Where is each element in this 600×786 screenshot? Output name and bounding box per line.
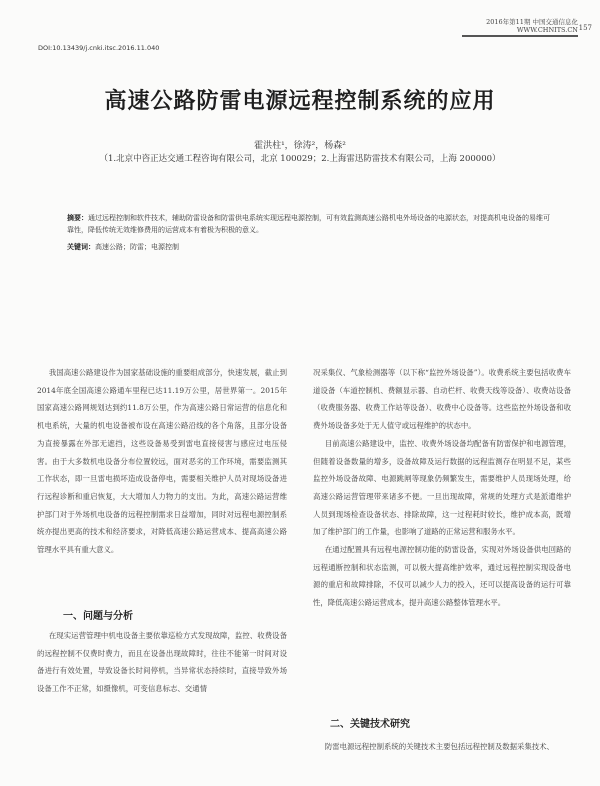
abstract xyxy=(67,212,556,236)
abstract-label: 摘要： xyxy=(67,213,88,222)
affiliation: （1.北京中咨正达交通工程咨询有限公司，北京 100029；2.上海雷迅防雷技术有限公司，上海 200000） xyxy=(99,154,501,164)
left-column-lower xyxy=(37,627,287,698)
keywords xyxy=(67,242,179,252)
doi: DOI:10.13439/j.cnki.itsc.2016.11.040 xyxy=(38,44,160,52)
body-paragraph: 防雷电源远程控制系统的关键技术主要包括远程控制及数据采集技术、 xyxy=(324,742,554,751)
journal-name: 2016年第11期 中国交通信息化 xyxy=(486,18,578,26)
article-title: 高速公路防雷电源远程控制系统的应用 xyxy=(104,89,496,114)
keywords-label: 关键词： xyxy=(67,242,95,251)
body-paragraph: 目前高速公路建设中，监控、收费外场设备均配备有防雷保护和电源管理，但随着设备数量的增多，设备故障及运行数据的远程监测存在明显不足，某些监控外场设备故障、电源跳闸等现象仍频繁发生，需要维护人员现场处理，给高速公路运营管理带来诸多不便。一旦出现故障，常规的处理方式是派遣维护人员到现场检查设备状态、排除故障，这一过程耗时较长，维护成本高，既增加了维护部门的工作量，也影响了道路的正常运营和服务水平。 xyxy=(313,438,571,537)
right-column xyxy=(313,364,571,612)
section-heading: 二、关键技术研究 xyxy=(330,719,410,730)
body-paragraph: 我国高速公路建设作为国家基础设施的重要组成部分，快速发展，截止到2014年底全国高速公路通车里程已达11.19万公里，居世界第一。2015年国家高速公路网规划达到约11.8万公里，作为高速公路日常运营的信息化和机电系统，大量的机电设备被布设在高速公路沿线的各个角落，且部分设备为直接暴露在外部无遮挡，这些设备易受到雷电直接侵害与感应过电压侵害。由于大多数机电设备分布位置较远，面对恶劣的工作环境，需要监测其工作状态，即一旦雷电损坏造成设备停电，需要相关维护人员对现场设备进行远程诊断和重启恢复，大大增加人力物力的支出。为此，高速公路运营维护部门对于外场机电设备的远程控制需求日益增加，同时对远程电源控制系统亦提出更高的技术和经济要求，对降低高速公路运营成本、提高高速公路管理水平具有重大意义。 xyxy=(37,368,287,555)
journal-header xyxy=(486,18,592,34)
body-paragraph: 在通过配置具有远程电源控制功能的防雷设备，实现对外场设备供电回路的远程通断控制和状态监测，可以极大提高维护效率，通过远程控制实现设备电源的重启和故障排除，不仅可以减少人力的投入，还可以提高设备的运行可靠性，降低高速公路运营成本，提升高速公路整体管理水平。 xyxy=(313,545,571,608)
page-number: 157 xyxy=(578,24,592,32)
keywords-text: 高速公路；防雷；电源控制 xyxy=(95,243,179,251)
left-column xyxy=(37,364,287,559)
body-paragraph: 在现实运营管理中机电设备主要依靠巡检方式发现故障，监控、收费设备的远程控制不仅费时费力，而且在设备出现故障时，往往不能第一时间对设备进行有效处置，导致设备长时间停机，当异常状态持续时，直接导致外场设备工作不正常，如摄像机，可变信息标志、交通情 xyxy=(37,631,287,694)
journal-website: WWW.CHNITS.CN xyxy=(516,26,578,34)
abstract-text: 通过远程控制和软件技术，辅助防雷设备和防雷供电系统实现远程电源控制，可有效监测高速公路机电外场设备的电源状态，对提高机电设备的易维可靠性，降低传统无效维修费用的运营成本有着极为积极的意义。 xyxy=(67,214,550,234)
header-rule xyxy=(462,35,578,37)
authors: 霍洪柱¹，徐涛²，杨森² xyxy=(254,141,346,151)
body-paragraph: 况采集仪、气象检测器等（以下称“监控外场设备”）。收费系统主要包括收费车道设备（车道控制机、费额显示器、自动栏杆、收费天线等设备）、收费站设备（收费服务器、收费工作站等设备）、收费中心设备等。这些监控外场设备和收费外场设备多处于无人值守或远程维护的状态中。 xyxy=(313,368,571,431)
right-column-lower xyxy=(313,738,571,756)
section-heading: 一、问题与分析 xyxy=(63,611,133,622)
